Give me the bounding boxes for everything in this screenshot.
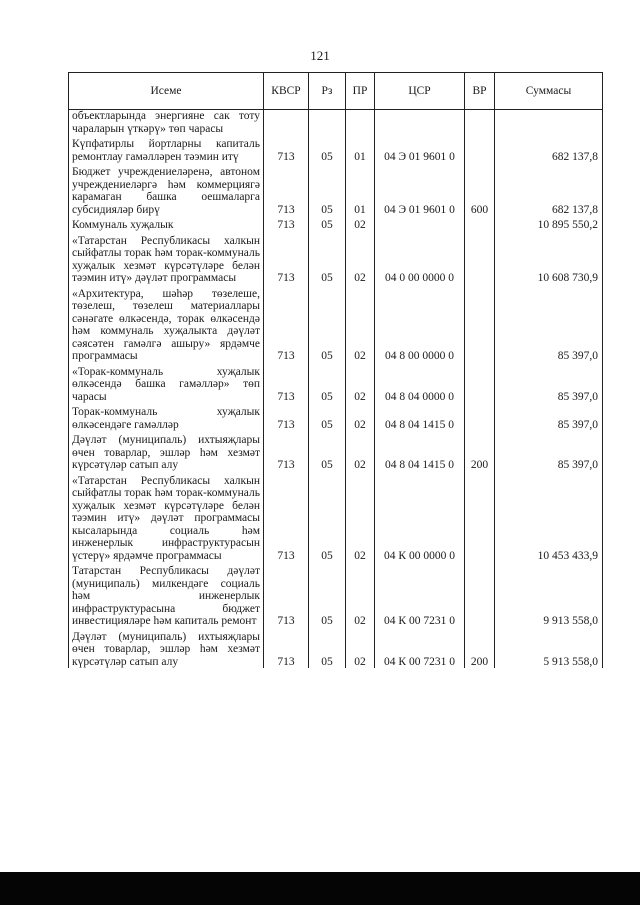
header-csr: ЦСР bbox=[375, 73, 465, 110]
row-kvsr bbox=[264, 110, 309, 136]
row-pr: 02 bbox=[346, 403, 375, 431]
row-kvsr: 713 bbox=[264, 216, 309, 232]
table-row bbox=[69, 431, 603, 472]
row-vr bbox=[465, 135, 495, 163]
row-name: Татарстан Республикасы дәүләт (муниципаль) милкендәге социаль һәм инженерлык инфраструктурасына бюджет инвестицияләре һәм капиталь ремонт bbox=[69, 562, 264, 628]
row-name: Торак-коммуналь хуҗалык өлкәсендәге гамәлләр bbox=[69, 403, 264, 431]
table-row bbox=[69, 363, 603, 404]
row-pr: 02 bbox=[346, 628, 375, 669]
row-rz: 05 bbox=[309, 135, 346, 163]
row-csr bbox=[375, 216, 465, 232]
row-amount: 10 608 730,9 bbox=[495, 232, 603, 285]
row-vr: 600 bbox=[465, 163, 495, 216]
table-row bbox=[69, 403, 603, 431]
row-amount: 9 913 558,0 bbox=[495, 562, 603, 628]
row-name: «Татарстан Республикасы халкын сыйфатлы торак һәм торак-коммуналь хуҗалык хезмәт күрсәтүләре белән тәэмин итү» дәүләт программасы кысаларында социаль һәм инженерлык инфраструктурасын үстерү» ярдәмче программасы bbox=[69, 472, 264, 563]
row-vr bbox=[465, 216, 495, 232]
row-kvsr: 713 bbox=[264, 363, 309, 404]
row-kvsr: 713 bbox=[264, 562, 309, 628]
row-rz: 05 bbox=[309, 628, 346, 669]
header-rz: Рз bbox=[309, 73, 346, 110]
row-name: Күпфатирлы йортларны капиталь ремонтлау гамәлләрен тәэмин итү bbox=[69, 135, 264, 163]
row-amount: 85 397,0 bbox=[495, 285, 603, 363]
row-rz: 05 bbox=[309, 163, 346, 216]
row-csr bbox=[375, 110, 465, 136]
row-amount: 5 913 558,0 bbox=[495, 628, 603, 669]
row-vr: 200 bbox=[465, 431, 495, 472]
row-vr bbox=[465, 110, 495, 136]
header-amount: Суммасы bbox=[495, 73, 603, 110]
row-rz: 05 bbox=[309, 216, 346, 232]
row-vr bbox=[465, 232, 495, 285]
row-name: Коммуналь хуҗалык bbox=[69, 216, 264, 232]
row-kvsr: 713 bbox=[264, 472, 309, 563]
row-name: «Татарстан Республикасы халкын сыйфатлы торак һәм торак-коммуналь хуҗалык хезмәт күрсәтүләре белән тәэмин итү» дәүләт программасы bbox=[69, 232, 264, 285]
row-csr: 04 К 00 0000 0 bbox=[375, 472, 465, 563]
row-pr: 01 bbox=[346, 163, 375, 216]
row-kvsr: 713 bbox=[264, 163, 309, 216]
header-pr: ПР bbox=[346, 73, 375, 110]
row-amount: 85 397,0 bbox=[495, 363, 603, 404]
row-pr: 02 bbox=[346, 363, 375, 404]
table-row bbox=[69, 628, 603, 669]
row-rz: 05 bbox=[309, 232, 346, 285]
row-amount: 682 137,8 bbox=[495, 135, 603, 163]
row-vr bbox=[465, 472, 495, 563]
row-name: Бюджет учреждениеләренә, автоном учреждениеләргә һәм коммерциягә карамаган башка оешмаларга субсидияләр бирү bbox=[69, 163, 264, 216]
row-pr bbox=[346, 110, 375, 136]
table-row bbox=[69, 216, 603, 232]
scan-bottom-bar bbox=[0, 872, 640, 905]
row-amount: 10 895 550,2 bbox=[495, 216, 603, 232]
header-kvsr: КВСР bbox=[264, 73, 309, 110]
row-pr: 02 bbox=[346, 285, 375, 363]
table-row bbox=[69, 135, 603, 163]
table-row bbox=[69, 285, 603, 363]
table-row bbox=[69, 472, 603, 563]
row-name: «Архитектура, шәһәр төзелеше, төзелеш, төзелеш материаллары сәнәгате өлкәсендә, торак өлкәсендә һәм коммуналь хуҗалыкта дәүләт сәясәтен гамәлгә ашыру» ярдәмче программасы bbox=[69, 285, 264, 363]
row-vr bbox=[465, 403, 495, 431]
row-csr: 04 К 00 7231 0 bbox=[375, 562, 465, 628]
table-row bbox=[69, 562, 603, 628]
row-amount: 85 397,0 bbox=[495, 431, 603, 472]
row-vr bbox=[465, 562, 495, 628]
row-csr: 04 8 00 0000 0 bbox=[375, 285, 465, 363]
header-name: Исеме bbox=[69, 73, 264, 110]
row-pr: 02 bbox=[346, 562, 375, 628]
row-kvsr: 713 bbox=[264, 403, 309, 431]
row-name: Дәүләт (муниципаль) ихтыяҗлары өчен товарлар, эшләр һәм хезмәт күрсәтүләр сатып алу bbox=[69, 628, 264, 669]
row-rz: 05 bbox=[309, 403, 346, 431]
row-rz: 05 bbox=[309, 431, 346, 472]
row-pr: 02 bbox=[346, 431, 375, 472]
row-amount bbox=[495, 110, 603, 136]
row-name: «Торак-коммуналь хуҗалык өлкәсендә башка гамәлләр» төп чарасы bbox=[69, 363, 264, 404]
row-csr: 04 Э 01 9601 0 bbox=[375, 135, 465, 163]
row-name: объектларында энергияне сак тоту чараларын үткәрү» төп чарасы bbox=[69, 110, 264, 136]
row-csr: 04 Э 01 9601 0 bbox=[375, 163, 465, 216]
row-csr: 04 8 04 1415 0 bbox=[375, 431, 465, 472]
row-pr: 02 bbox=[346, 232, 375, 285]
table-header-row bbox=[69, 73, 603, 110]
row-kvsr: 713 bbox=[264, 232, 309, 285]
row-kvsr: 713 bbox=[264, 135, 309, 163]
row-csr: 04 8 04 1415 0 bbox=[375, 403, 465, 431]
budget-table bbox=[68, 72, 603, 668]
row-kvsr: 713 bbox=[264, 431, 309, 472]
table-row bbox=[69, 110, 603, 136]
row-vr bbox=[465, 363, 495, 404]
row-rz: 05 bbox=[309, 285, 346, 363]
row-pr: 02 bbox=[346, 472, 375, 563]
row-pr: 01 bbox=[346, 135, 375, 163]
table-row bbox=[69, 232, 603, 285]
page-number: 121 bbox=[310, 48, 330, 63]
row-rz: 05 bbox=[309, 363, 346, 404]
row-vr bbox=[465, 285, 495, 363]
row-rz: 05 bbox=[309, 562, 346, 628]
row-csr: 04 К 00 7231 0 bbox=[375, 628, 465, 669]
row-csr: 04 8 04 0000 0 bbox=[375, 363, 465, 404]
row-rz bbox=[309, 110, 346, 136]
row-amount: 10 453 433,9 bbox=[495, 472, 603, 563]
table-row bbox=[69, 163, 603, 216]
row-amount: 85 397,0 bbox=[495, 403, 603, 431]
row-rz: 05 bbox=[309, 472, 346, 563]
row-name: Дәүләт (муниципаль) ихтыяҗлары өчен товарлар, эшләр һәм хезмәт күрсәтүләр сатып алу bbox=[69, 431, 264, 472]
row-kvsr: 713 bbox=[264, 628, 309, 669]
header-vr: ВР bbox=[465, 73, 495, 110]
row-pr: 02 bbox=[346, 216, 375, 232]
row-csr: 04 0 00 0000 0 bbox=[375, 232, 465, 285]
row-vr: 200 bbox=[465, 628, 495, 669]
row-kvsr: 713 bbox=[264, 285, 309, 363]
row-amount: 682 137,8 bbox=[495, 163, 603, 216]
